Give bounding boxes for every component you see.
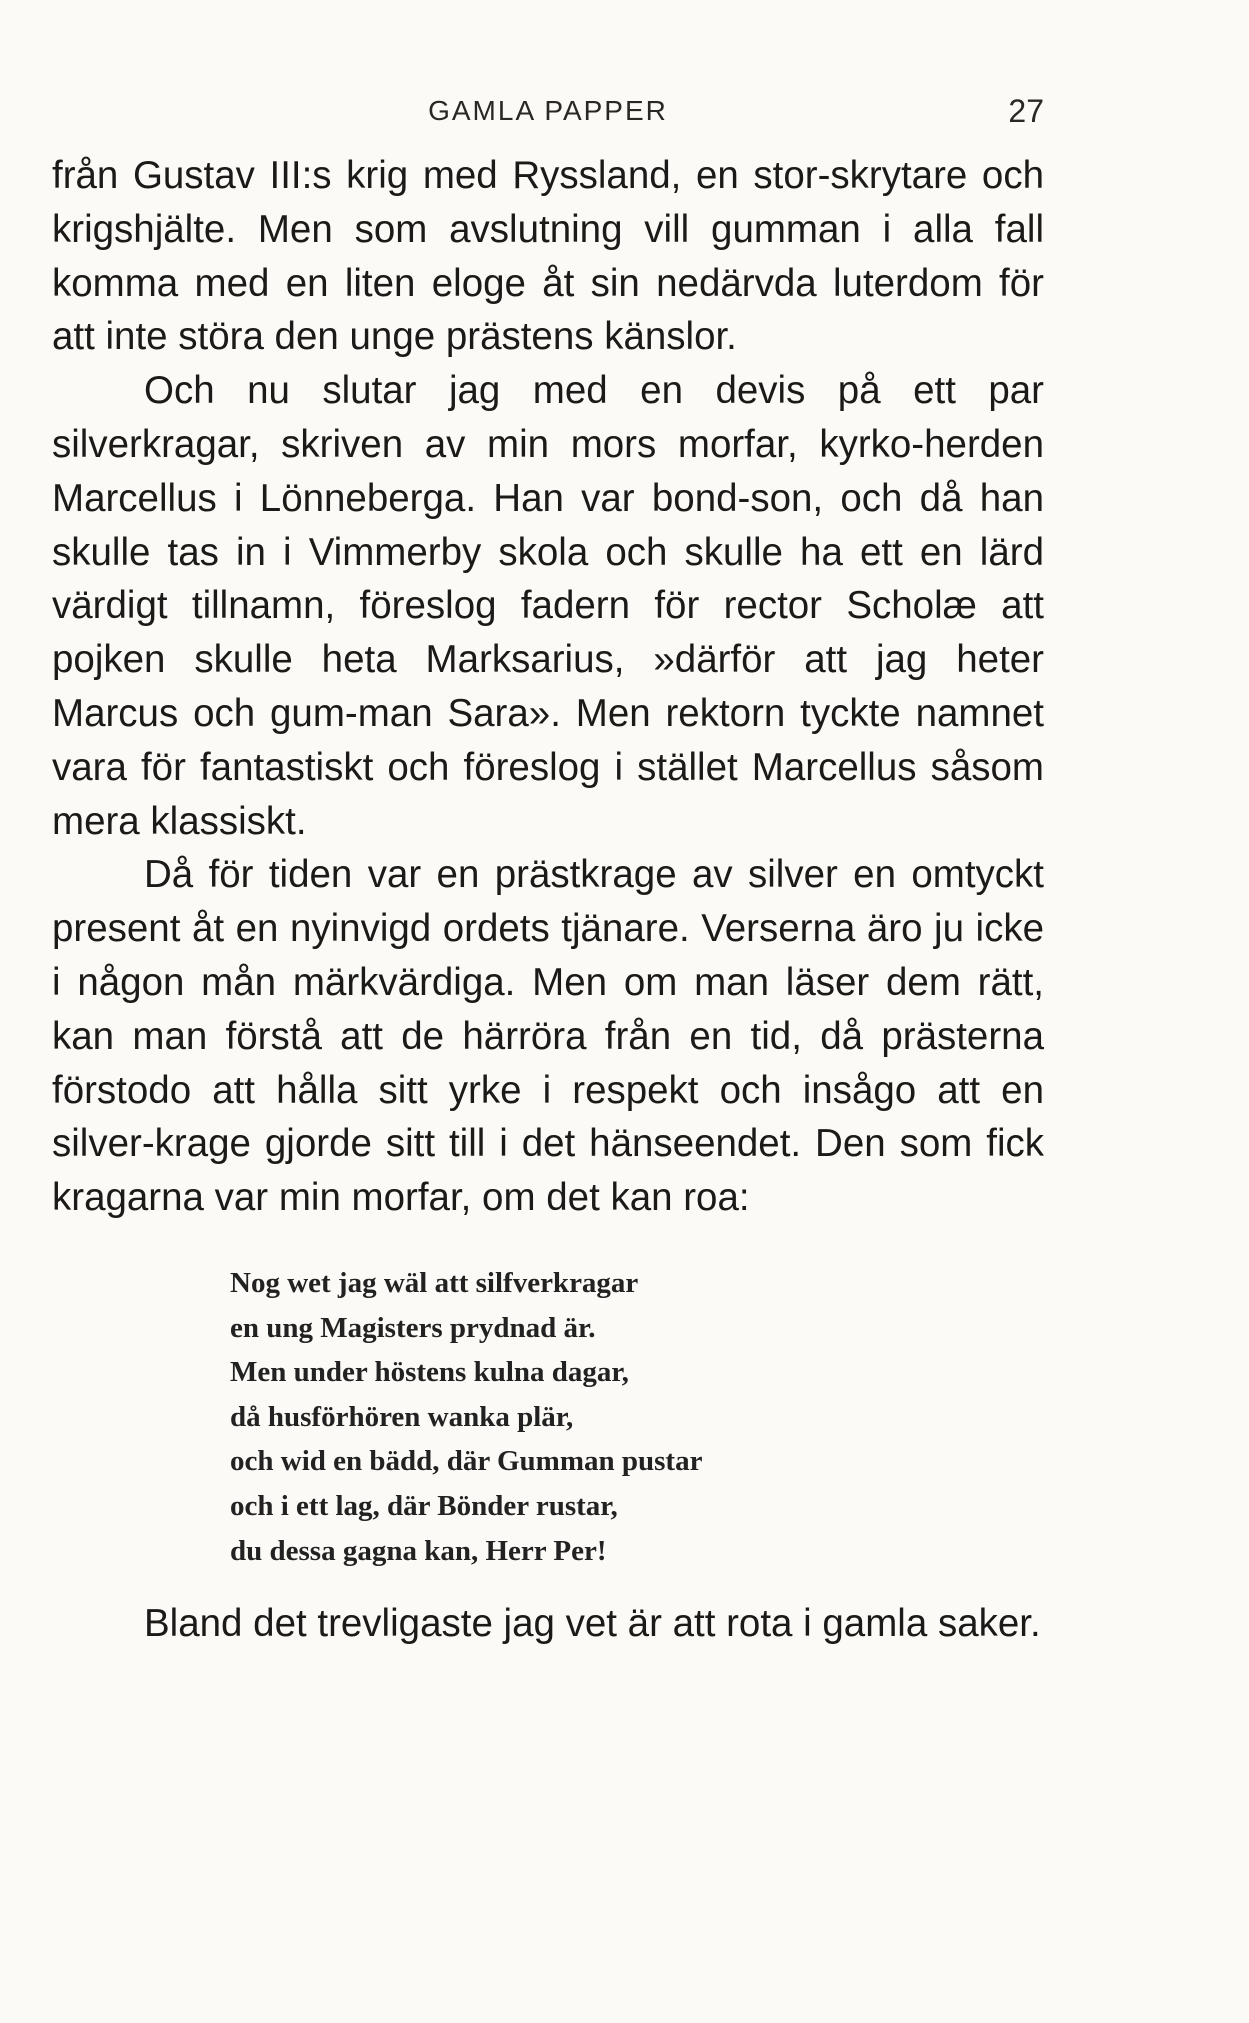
closing-text — [52, 1597, 1044, 1651]
paragraph-marcellus: Och nu slutar jag med en devis på ett par silverkragar, skriven av min mors morfar, kyrko-herden Marcellus i Lönneberga. Han var bond-son, och då han skulle tas in i Vimmerby skola och skulle ha ett en lärd värdigt tillnamn, föreslog fadern för rector Scholæ att pojken skulle heta Marksarius, »därför att jag heter Marcus och gum-man Sara». Men rektorn tyckte namnet vara för fantastiskt och föreslog i stället Marcellus såsom mera klassiskt. — [52, 369, 1044, 843]
running-title: GAMLA PAPPER — [428, 95, 668, 126]
page-number: 27 — [1008, 93, 1044, 129]
book-page — [52, 95, 1044, 1651]
verse-line: Nog wet jag wäl att silfverkragar — [230, 1266, 639, 1299]
verse-block — [230, 1261, 1044, 1573]
running-head — [52, 95, 1044, 141]
paragraph-closing: Bland det trevligaste jag vet är att rota i gamla saker. — [144, 1602, 1041, 1646]
verse-line: då husförhören wanka plär, — [230, 1400, 574, 1433]
verse-line: Men under höstens kulna dagar, — [230, 1356, 629, 1389]
verse-line: en ung Magisters prydnad är. — [230, 1311, 596, 1344]
paragraph-continuation: från Gustav III:s krig med Ryssland, en stor-skrytare och krigshjälte. Men som avslutning vill gumman i alla fall komma med en liten eloge åt sin nedärvda luterdom för att inte störa den unge prästens känslor. — [52, 154, 1044, 359]
verse-line: och wid en bädd, där Gumman pustar — [230, 1445, 703, 1478]
body-text — [52, 149, 1044, 1225]
verse-line: du dessa gagna kan, Herr Per! — [230, 1534, 607, 1567]
paragraph-silver-collar: Då för tiden var en prästkrage av silver en omtyckt present åt en nyinvigd ordets tjänare. Verserna äro ju icke i någon mån märkvärdiga. Men om man läser dem rätt, kan man förstå att de härröra från en tid, då prästerna förstodo att hålla sitt yrke i respekt och insågo att en silver-krage gjorde sitt till i det hänseendet. Den som fick kragarna var min morfar, om det kan roa: — [52, 853, 1044, 1220]
verse-line: och i ett lag, där Bönder rustar, — [230, 1489, 618, 1522]
